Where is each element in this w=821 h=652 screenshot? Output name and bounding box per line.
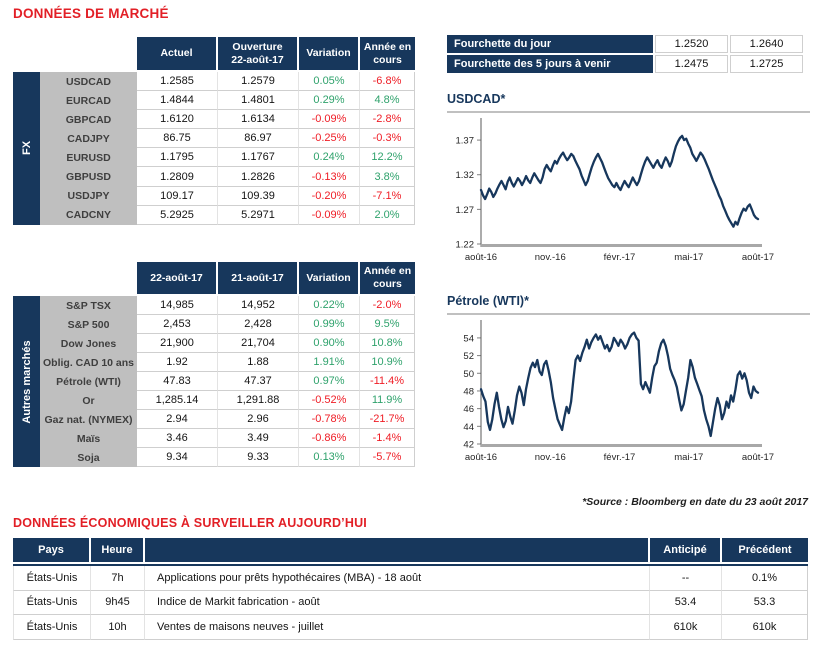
column-header bbox=[137, 262, 218, 296]
header-line: Variation bbox=[306, 271, 351, 284]
row-label: Pétrole (WTI) bbox=[40, 372, 137, 391]
value-cell: -1.4% bbox=[360, 429, 415, 448]
value-cell: 1.6120 bbox=[137, 110, 218, 129]
other-markets-table bbox=[13, 262, 415, 467]
value-cell: 12.2% bbox=[360, 148, 415, 167]
header-spacer bbox=[13, 262, 137, 296]
economic-data-title: DONNÉES ÉCONOMIQUES À SURVEILLER AUJOURD’HUI bbox=[13, 516, 367, 530]
y-tick-label: 54 bbox=[463, 333, 474, 345]
header-line: Actuel bbox=[160, 47, 193, 60]
group-strip-label: FX bbox=[20, 141, 33, 156]
range-low-value: 1.2475 bbox=[655, 55, 728, 73]
header-line: Année en bbox=[363, 265, 412, 278]
row-label: Dow Jones bbox=[40, 334, 137, 353]
event-cell: Ventes de maisons neuves - juillet bbox=[145, 615, 650, 640]
value-cell: -7.1% bbox=[360, 187, 415, 206]
x-tick-label: nov.-16 bbox=[534, 252, 566, 263]
value-cell: 9.34 bbox=[137, 448, 218, 467]
value-cell: 1.1767 bbox=[218, 148, 299, 167]
y-tick-label: 42 bbox=[463, 439, 474, 451]
header-line: 22-août-17 bbox=[150, 271, 203, 284]
range-label: Fourchette des 5 jours à venir bbox=[447, 55, 653, 73]
column-header: Précédent bbox=[722, 538, 808, 562]
range-low-value: 1.2520 bbox=[655, 35, 728, 53]
wti-line-chart bbox=[447, 316, 810, 464]
row-label: Or bbox=[40, 391, 137, 410]
row-label: USDCAD bbox=[40, 72, 137, 91]
column-header bbox=[360, 37, 415, 72]
row-label: CADCNY bbox=[40, 206, 137, 225]
previous-cell: 610k bbox=[722, 615, 808, 640]
value-cell: 109.17 bbox=[137, 187, 218, 206]
source-note: *Source : Bloomberg en date du 23 août 2017 bbox=[582, 496, 808, 508]
usdcad-ranges-table bbox=[447, 35, 808, 75]
x-tick-label: févr.-17 bbox=[603, 252, 636, 263]
range-high-value: 1.2640 bbox=[730, 35, 803, 53]
value-cell: -0.25% bbox=[299, 129, 360, 148]
row-label: Gaz nat. (NYMEX) bbox=[40, 410, 137, 429]
y-tick-label: 44 bbox=[463, 421, 474, 433]
column-header: Anticipé bbox=[650, 538, 722, 562]
value-cell: 47.37 bbox=[218, 372, 299, 391]
value-cell: -11.4% bbox=[360, 372, 415, 391]
column-header bbox=[218, 262, 299, 296]
value-cell: 10.9% bbox=[360, 353, 415, 372]
value-cell: 21,900 bbox=[137, 334, 218, 353]
country-cell: États-Unis bbox=[13, 591, 91, 616]
value-cell: 0.99% bbox=[299, 315, 360, 334]
anticipated-cell: 610k bbox=[650, 615, 722, 640]
value-cell: 5.2925 bbox=[137, 206, 218, 225]
group-strip-label: Autres marchés bbox=[20, 339, 33, 424]
value-cell: -0.20% bbox=[299, 187, 360, 206]
group-strip bbox=[13, 72, 40, 225]
value-cell: 3.8% bbox=[360, 167, 415, 186]
series-line bbox=[481, 333, 758, 436]
value-cell: -5.7% bbox=[360, 448, 415, 467]
value-cell: 9.33 bbox=[218, 448, 299, 467]
value-cell: 1,291.88 bbox=[218, 391, 299, 410]
value-cell: 1.4801 bbox=[218, 91, 299, 110]
x-tick-label: août-17 bbox=[741, 452, 775, 463]
header-line: cours bbox=[373, 53, 402, 66]
table-row bbox=[447, 55, 808, 73]
usdcad-line-chart bbox=[447, 114, 810, 264]
x-tick-label: août-17 bbox=[741, 252, 775, 263]
row-label: Maïs bbox=[40, 429, 137, 448]
value-cell: 0.05% bbox=[299, 72, 360, 91]
value-cell: 14,985 bbox=[137, 296, 218, 315]
column-header bbox=[360, 262, 415, 296]
value-cell: -21.7% bbox=[360, 410, 415, 429]
header-line: Année en bbox=[363, 40, 412, 53]
value-cell: 0.90% bbox=[299, 334, 360, 353]
value-cell: -0.3% bbox=[360, 129, 415, 148]
value-cell: 2.0% bbox=[360, 206, 415, 225]
divider bbox=[447, 111, 810, 113]
country-cell: États-Unis bbox=[13, 615, 91, 640]
value-cell: 0.29% bbox=[299, 91, 360, 110]
y-tick-label: 46 bbox=[463, 404, 474, 416]
value-cell: 47.83 bbox=[137, 372, 218, 391]
row-label: S&P TSX bbox=[40, 296, 137, 315]
x-tick-label: mai-17 bbox=[674, 252, 704, 263]
value-cell: 0.24% bbox=[299, 148, 360, 167]
y-tick-label: 1.32 bbox=[455, 170, 474, 182]
column-header: Pays bbox=[13, 538, 91, 562]
previous-cell: 53.3 bbox=[722, 591, 808, 616]
country-cell: États-Unis bbox=[13, 566, 91, 591]
group-strip bbox=[13, 296, 40, 467]
value-cell: -0.78% bbox=[299, 410, 360, 429]
value-cell: 1.2585 bbox=[137, 72, 218, 91]
header-line: Variation bbox=[306, 47, 351, 60]
value-cell: 4.8% bbox=[360, 91, 415, 110]
value-cell: 10.8% bbox=[360, 334, 415, 353]
y-tick-label: 48 bbox=[463, 386, 474, 398]
header-line: 21-août-17 bbox=[231, 271, 284, 284]
table-row bbox=[447, 35, 808, 53]
previous-cell: 0.1% bbox=[722, 566, 808, 591]
time-cell: 7h bbox=[91, 566, 145, 591]
economic-calendar-table bbox=[13, 538, 808, 640]
value-cell: 21,704 bbox=[218, 334, 299, 353]
value-cell: 1.2809 bbox=[137, 167, 218, 186]
header-line: Ouverture bbox=[232, 40, 283, 53]
series-line bbox=[481, 136, 758, 227]
column-header bbox=[299, 262, 360, 296]
column-header bbox=[137, 37, 218, 72]
value-cell: 11.9% bbox=[360, 391, 415, 410]
value-cell: -0.09% bbox=[299, 206, 360, 225]
row-label: S&P 500 bbox=[40, 315, 137, 334]
y-tick-label: 1.22 bbox=[455, 239, 474, 251]
value-cell: -0.13% bbox=[299, 167, 360, 186]
value-cell: 2,428 bbox=[218, 315, 299, 334]
value-cell: -2.0% bbox=[360, 296, 415, 315]
header-line: cours bbox=[373, 278, 402, 290]
value-cell: 2.96 bbox=[218, 410, 299, 429]
chart-title: USDCAD* bbox=[447, 92, 506, 106]
value-cell: 1.2579 bbox=[218, 72, 299, 91]
value-cell: 86.75 bbox=[137, 129, 218, 148]
row-label: EURUSD bbox=[40, 148, 137, 167]
header-line: 22-août-17 bbox=[231, 53, 284, 66]
value-cell: 1.91% bbox=[299, 353, 360, 372]
event-cell: Applications pour prêts hypothécaires (MBA) - 18 août bbox=[145, 566, 650, 591]
usdcad-chart-block bbox=[447, 92, 810, 264]
column-header: Heure bbox=[91, 538, 145, 562]
value-cell: 1.92 bbox=[137, 353, 218, 372]
header-spacer bbox=[13, 37, 137, 72]
value-cell: 2,453 bbox=[137, 315, 218, 334]
value-cell: 1.2826 bbox=[218, 167, 299, 186]
row-label: USDJPY bbox=[40, 187, 137, 206]
market-data-title: DONNÉES DE MARCHÉ bbox=[13, 6, 169, 21]
value-cell: 1.6134 bbox=[218, 110, 299, 129]
value-cell: 0.97% bbox=[299, 372, 360, 391]
anticipated-cell: -- bbox=[650, 566, 722, 591]
wti-chart-block bbox=[447, 294, 810, 464]
column-header bbox=[299, 37, 360, 72]
value-cell: -2.8% bbox=[360, 110, 415, 129]
value-cell: 2.94 bbox=[137, 410, 218, 429]
value-cell: -0.86% bbox=[299, 429, 360, 448]
anticipated-cell: 53.4 bbox=[650, 591, 722, 616]
value-cell: 9.5% bbox=[360, 315, 415, 334]
row-label: GBPUSD bbox=[40, 167, 137, 186]
value-cell: 1.4844 bbox=[137, 91, 218, 110]
row-label: CADJPY bbox=[40, 129, 137, 148]
row-label: GBPCAD bbox=[40, 110, 137, 129]
y-tick-label: 50 bbox=[463, 368, 474, 380]
event-cell: Indice de Markit fabrication - août bbox=[145, 591, 650, 616]
column-header bbox=[145, 538, 650, 562]
time-cell: 10h bbox=[91, 615, 145, 640]
y-tick-label: 1.27 bbox=[455, 204, 474, 216]
value-cell: 14,952 bbox=[218, 296, 299, 315]
range-high-value: 1.2725 bbox=[730, 55, 803, 73]
value-cell: -0.52% bbox=[299, 391, 360, 410]
x-tick-label: mai-17 bbox=[674, 452, 704, 463]
value-cell: 1.88 bbox=[218, 353, 299, 372]
value-cell: 5.2971 bbox=[218, 206, 299, 225]
fx-table bbox=[13, 37, 415, 225]
y-tick-label: 1.37 bbox=[455, 135, 474, 147]
chart-title: Pétrole (WTI)* bbox=[447, 294, 529, 308]
column-header bbox=[218, 37, 299, 72]
value-cell: 0.22% bbox=[299, 296, 360, 315]
value-cell: 1,285.14 bbox=[137, 391, 218, 410]
row-label: EURCAD bbox=[40, 91, 137, 110]
range-label: Fourchette du jour bbox=[447, 35, 653, 53]
value-cell: 3.49 bbox=[218, 429, 299, 448]
divider bbox=[447, 313, 810, 315]
x-tick-label: août-16 bbox=[464, 452, 498, 463]
value-cell: 86.97 bbox=[218, 129, 299, 148]
row-label: Soja bbox=[40, 448, 137, 467]
value-cell: 1.1795 bbox=[137, 148, 218, 167]
row-label: Oblig. CAD 10 ans bbox=[40, 353, 137, 372]
value-cell: 0.13% bbox=[299, 448, 360, 467]
time-cell: 9h45 bbox=[91, 591, 145, 616]
value-cell: -0.09% bbox=[299, 110, 360, 129]
value-cell: 109.39 bbox=[218, 187, 299, 206]
x-tick-label: févr.-17 bbox=[603, 452, 636, 463]
x-tick-label: nov.-16 bbox=[534, 452, 566, 463]
x-tick-label: août-16 bbox=[464, 252, 498, 263]
value-cell: -6.8% bbox=[360, 72, 415, 91]
y-tick-label: 52 bbox=[463, 351, 474, 363]
value-cell: 3.46 bbox=[137, 429, 218, 448]
